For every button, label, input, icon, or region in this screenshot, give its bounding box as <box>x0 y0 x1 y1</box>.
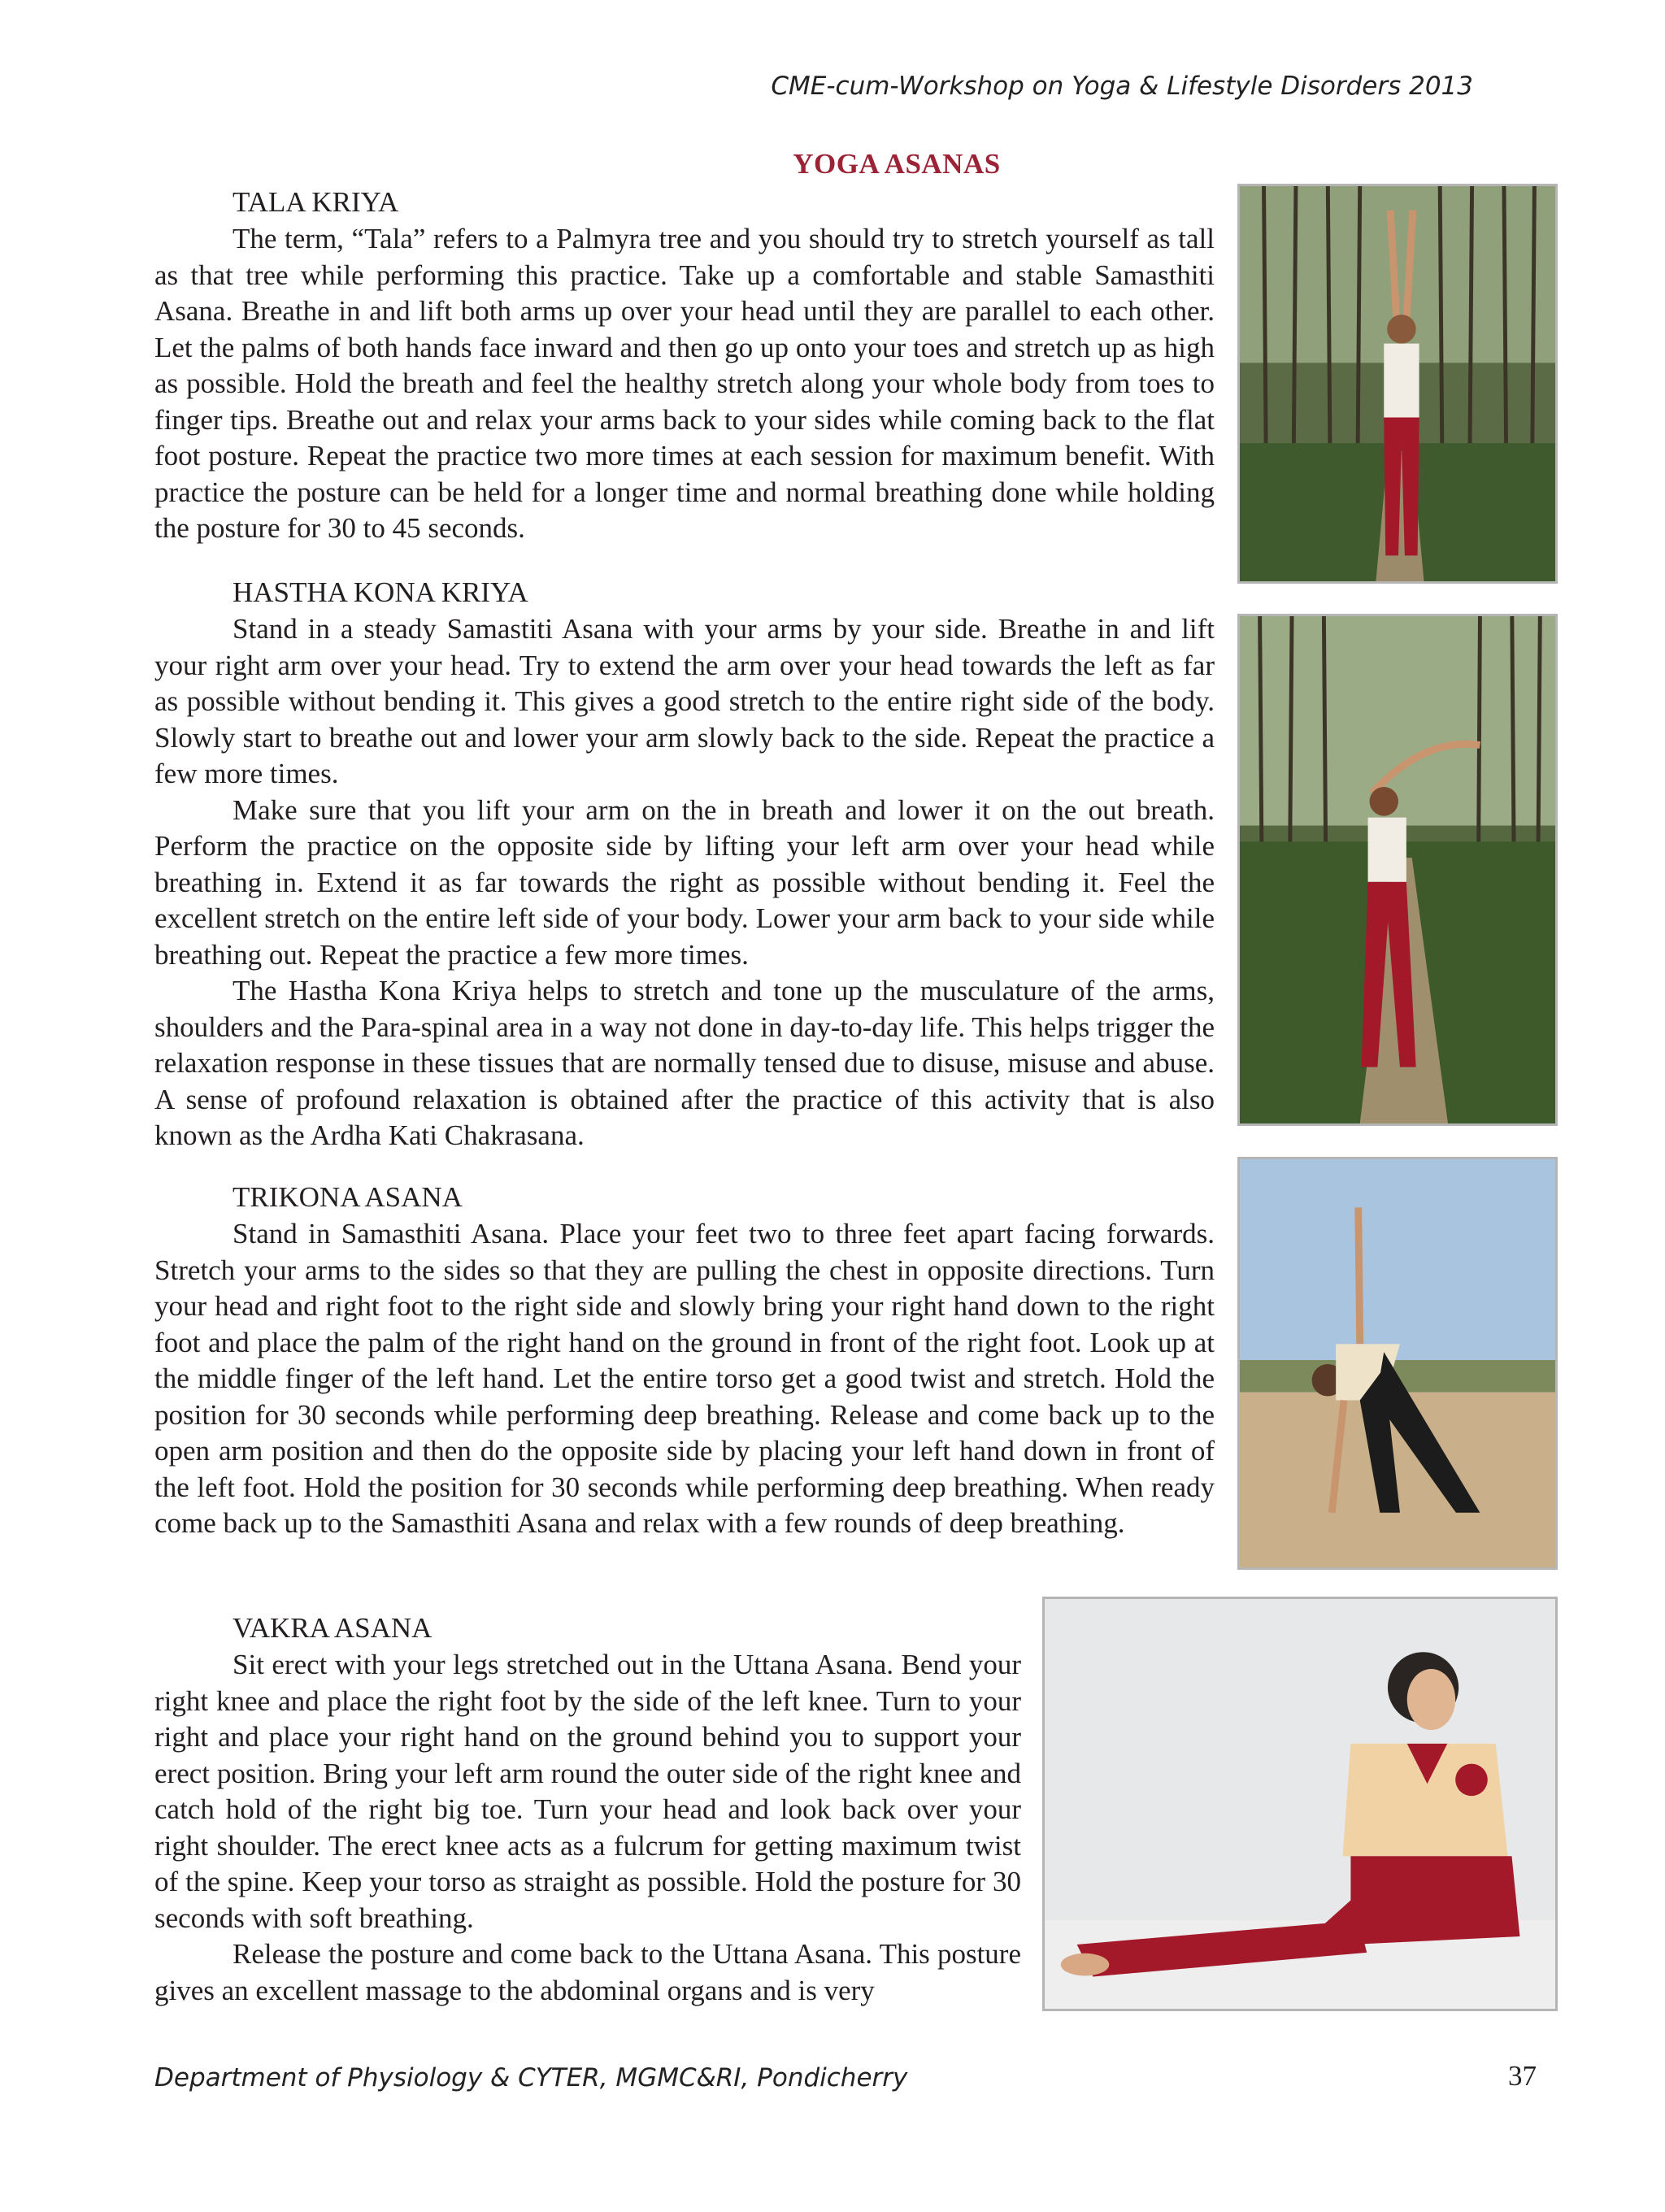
paragraph: Release the posture and come back to the Uttana Asana. This posture gives an excellent massage to the abdominal organs and is very <box>154 1938 1021 2006</box>
section-tala-kriya <box>154 184 1215 547</box>
page-number: 37 <box>1508 2060 1537 2092</box>
page-title: YOGA ASANAS <box>793 148 1001 180</box>
paragraph: Stand in Samasthiti Asana. Place your feet two to three feet apart facing forwards. Stretch your arms to the sides so that they are pulling the chest in opposite directions. Turn your head and right foot to the right side and slowly bring your right hand down to the right foot and place the palm of the right hand on the ground in front of the right foot. Look up at the middle finger of the left hand. Let the entire torso get a good twist and stretch. Hold the position for 30 seconds while performing deep breathing. Release and come back up to the open arm position and then do the opposite side by placing your left hand down in front of the left foot. Hold the position for 30 seconds while performing deep breathing. When ready come back up to the Samasthiti Asana and relax with a few rounds of deep breathing. <box>154 1218 1215 1539</box>
paragraph: Make sure that you lift your arm on the in breath and lower it on the out breath. Perform the practice on the opposite side by lifting your left arm over your head while breathing in. Extend it as far towards the right as possible without bending it. Feel the excellent stretch on the entire left side of your body. Lower your arm back to your side while breathing out. Repeat the practice a few more times. <box>154 793 1215 971</box>
photo-trikona-asana <box>1237 1157 1558 1570</box>
paragraph: The term, “Tala” refers to a Palmyra tree and you should try to stretch yourself as tall as that tree while performing this practice. Take up a comfortable and stable Samasthiti Asana. Breathe in and lift both arms up over your head until they are parallel to each other. Let the palms of both hands face inward and then go up onto your toes and stretch up as high as possible. Hold the breath and feel the healthy stretch along your whole body from toes to finger tips. Breathe out and relax your arms back to your sides while coming back to the flat foot posture. Repeat the practice two more times at each session for maximum benefit. With practice the posture can be held for a longer time and normal breathing done while holding the posture for 30 to 45 seconds. <box>154 223 1215 544</box>
section-heading: HASTHA KONA KRIYA <box>233 576 528 608</box>
section-hastha-kona-kriya <box>154 574 1215 1154</box>
section-vakra-asana <box>154 1610 1021 2009</box>
paragraph: The Hastha Kona Kriya helps to stretch and tone up the musculature of the arms, shoulders and the Para-spinal area in a way not done in day-to-day life. This helps trigger the relaxation response in these tissues that are normally tensed due to disuse, misuse and abuse. A sense of profound relaxation is obtained after the practice of this activity that is also known as the Ardha Kati Chakrasana. <box>154 975 1215 1151</box>
section-heading: VAKRA ASANA <box>233 1612 433 1644</box>
paragraph: Stand in a steady Samastiti Asana with your arms by your side. Breathe in and lift your right arm over your head. Try to extend the arm over your head towards the left as far as possible without bending it. This gives a good stretch to the entire right side of the body. Slowly start to breathe out and lower your arm slowly back to the side. Repeat the practice a few more times. <box>154 613 1215 789</box>
photo-vakra-asana <box>1042 1597 1558 2011</box>
section-trikona-asana <box>154 1179 1215 1542</box>
photo-hastha-kona-kriya <box>1237 614 1558 1126</box>
section-heading: TRIKONA ASANA <box>233 1181 463 1213</box>
paragraph: Sit erect with your legs stretched out in the Uttana Asana. Bend your right knee and place the right foot by the side of the left knee. Turn to your right and place your right hand on the ground behind you to support your erect position. Bring your left arm round the outer side of the right knee and catch hold of the right big toe. Turn your head and look back over your right shoulder. The erect knee acts as a fulcrum for getting maximum twist of the spine. Keep your torso as straight as possible. Hold the posture for 30 seconds with soft breathing. <box>154 1649 1021 1934</box>
photo-tala-kriya <box>1237 184 1558 584</box>
footer-department: Department of Physiology & CYTER, MGMC&RI, Pondicherry <box>154 2063 908 2092</box>
section-heading: TALA KRIYA <box>233 186 399 218</box>
running-header: CME-cum-Workshop on Yoga & Lifestyle Disorders 2013 <box>771 72 1473 101</box>
